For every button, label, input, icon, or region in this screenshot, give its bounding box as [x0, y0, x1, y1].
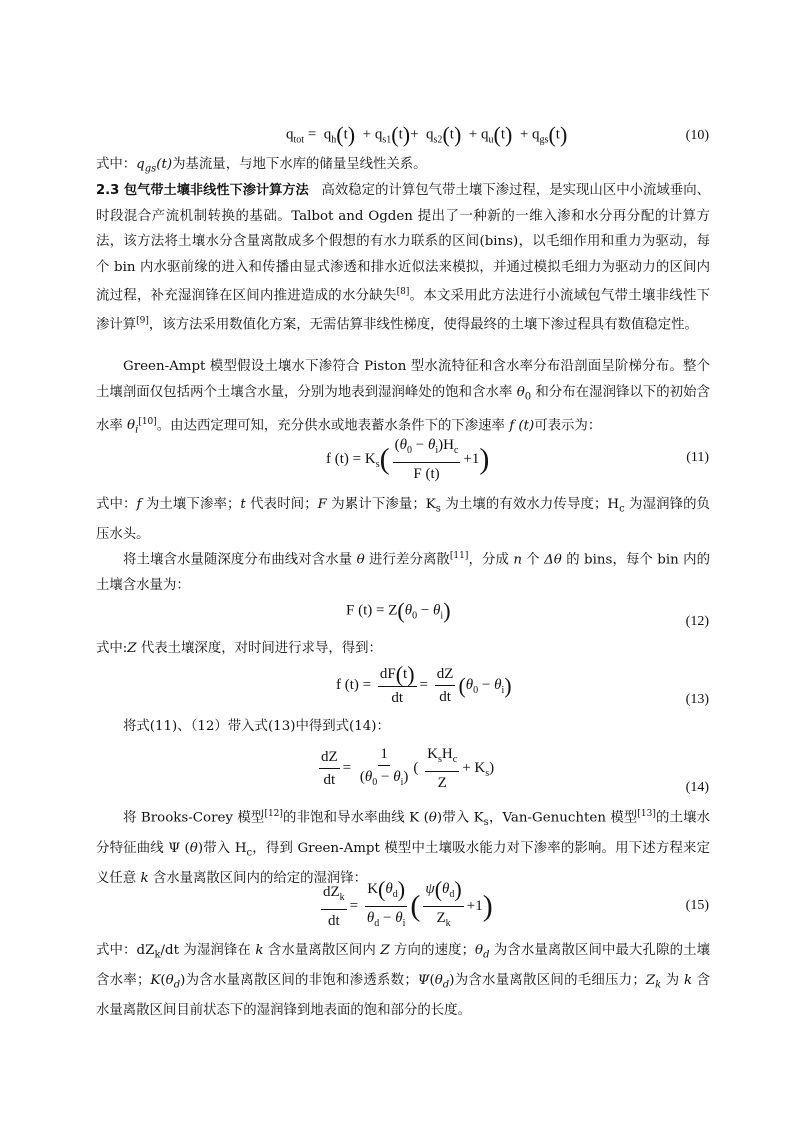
- equation-11: f $(t) = K_s$( $\frac{(\theta_0 - \theta_i)H_c}{F (t)}$ +1): [326, 437, 490, 482]
- equation-12: F $(t) = Z(\theta_0 - \theta_i)$: [346, 598, 451, 623]
- equation-number: (15): [685, 898, 709, 913]
- paragraph-discretization: 将土壤含水量随深度分布曲线对含水量 θ 进行差分离散[11]，分成 n 个 Δθ 的 bins，每个 bin 内的土壤含水量为：: [96, 551, 710, 593]
- equation-10: $q_{tot} = q_h(t) + q_{s1}(t)+ q_{s2}(t) + q_u(t) + q_{gs}(t)$: [286, 122, 568, 147]
- equation-number: (10): [685, 128, 709, 143]
- where-clause: 式中：f 为土壤下渗率；t 代表时间；F 为累计下渗量；$K_s$ 为土壤的有效水力传导度；$H_c$ 为湿润锋的负压水头。: [96, 497, 711, 543]
- paragraph-substitute: 将式(11)、（12）带入式(13)中得到式(14)：: [123, 719, 390, 734]
- where-clause: 式中:Z 代表土壤深度，对时间进行求导，得到：: [96, 641, 382, 656]
- section-paragraph: 2.3 包气带土壤非线性下渗计算方法 高效稳定的计算包气带土壤下渗过程，是实现山区中小流域垂向、时段混合产流机制转换的基础。Talbot and Ogden 提出了一种新的一维入渗和水分再分配的计算方法，该方法将土壤水分含量离散成多个假想的有水力联系的区间(bins)，以毛细作用和重力为驱动，每个 bin 内水驱前缘的进入和传播由显式渗透和排水近似法来模拟，并通过模拟毛细力为驱动力的区间内流过程，补充湿润锋在区间内推进造成的水分缺失[8]。本文采用此方法进行小流域包气带土壤非线性下渗计算[9]，该方法采用数值化方案，无需估算非线性梯度，使得最终的土壤下渗过程具有数值稳定性。: [96, 183, 710, 333]
- equation-15: $\frac{dZ_k}{dt}$ = $\frac{K(\theta_d)}{\theta_d - \theta_i}$ ( $\frac{\psi(\theta_d)}{Z_k}$ +1): [323, 876, 493, 929]
- equation-number: (13): [685, 692, 709, 707]
- equation-number: (14): [685, 780, 709, 795]
- section-heading: 2.3 包气带土壤非线性下渗计算方法: [96, 183, 309, 198]
- where-clause: 式中：$q_{gs}(t)$为基流量，与地下水库的储量呈线性关系。: [96, 157, 427, 175]
- equation-number: (12): [685, 614, 709, 629]
- equation-14: $\frac{dZ}{dt}$ = $\frac{1}{(\theta_0 - \theta_i)}$ ( $\frac{K_sH_c}{Z}$ + $K_s$): [321, 746, 495, 791]
- equation-number: (11): [686, 450, 709, 465]
- equation-13: f (t) = $\frac{dF(t)}{dt}$ = $\frac{dZ}{dt}$ $(\theta_0 - \theta_i)$: [336, 661, 512, 706]
- paragraph-brooks-corey: 将 Brooks-Corey 模型[12]的非饱和导水率曲线 K (θ)带入 $K_s$，Van-Genuchten 模型[13]的土壤水分特征曲线 Ψ (θ)带入 $H_c$，得到 Green-Ampt 模型中土壤吸水能力对下渗率的影响。用下述方程来定义任意 k 含水量离散区间内的给定的湿润锋：: [96, 809, 711, 886]
- where-clause: 式中：$dZ_k/dt$ 为湿润锋在 k 含水量离散区间内 Z 方向的速度；$\theta_d$ 为含水量离散区间中最大孔隙的土壤含水率；$K(\theta_d)$为含水量离散区间的非饱和渗透系数；$\Psi(\theta_d)$为含水量离散区间的毛细压力；$Z_k$ 为 k 含水量离散区间目前状态下的湿润锋到地表面的饱和部分的长度。: [96, 943, 710, 1019]
- paragraph-green-ampt: Green-Ampt 模型假设土壤水下渗符合 Piston 型水流特征和含水率分布沿剖面呈阶梯分布。整个土壤剖面仅包括两个土壤含水量，分别为地表到湿润峰处的饱和含水率 $\theta_0$ 和分布在湿润锋以下的初始含水率 $\theta_i[10]$。由达西定理可知，充分供水或地表蓄水条件下的下渗速率 f (t)可表示为：: [96, 359, 710, 436]
